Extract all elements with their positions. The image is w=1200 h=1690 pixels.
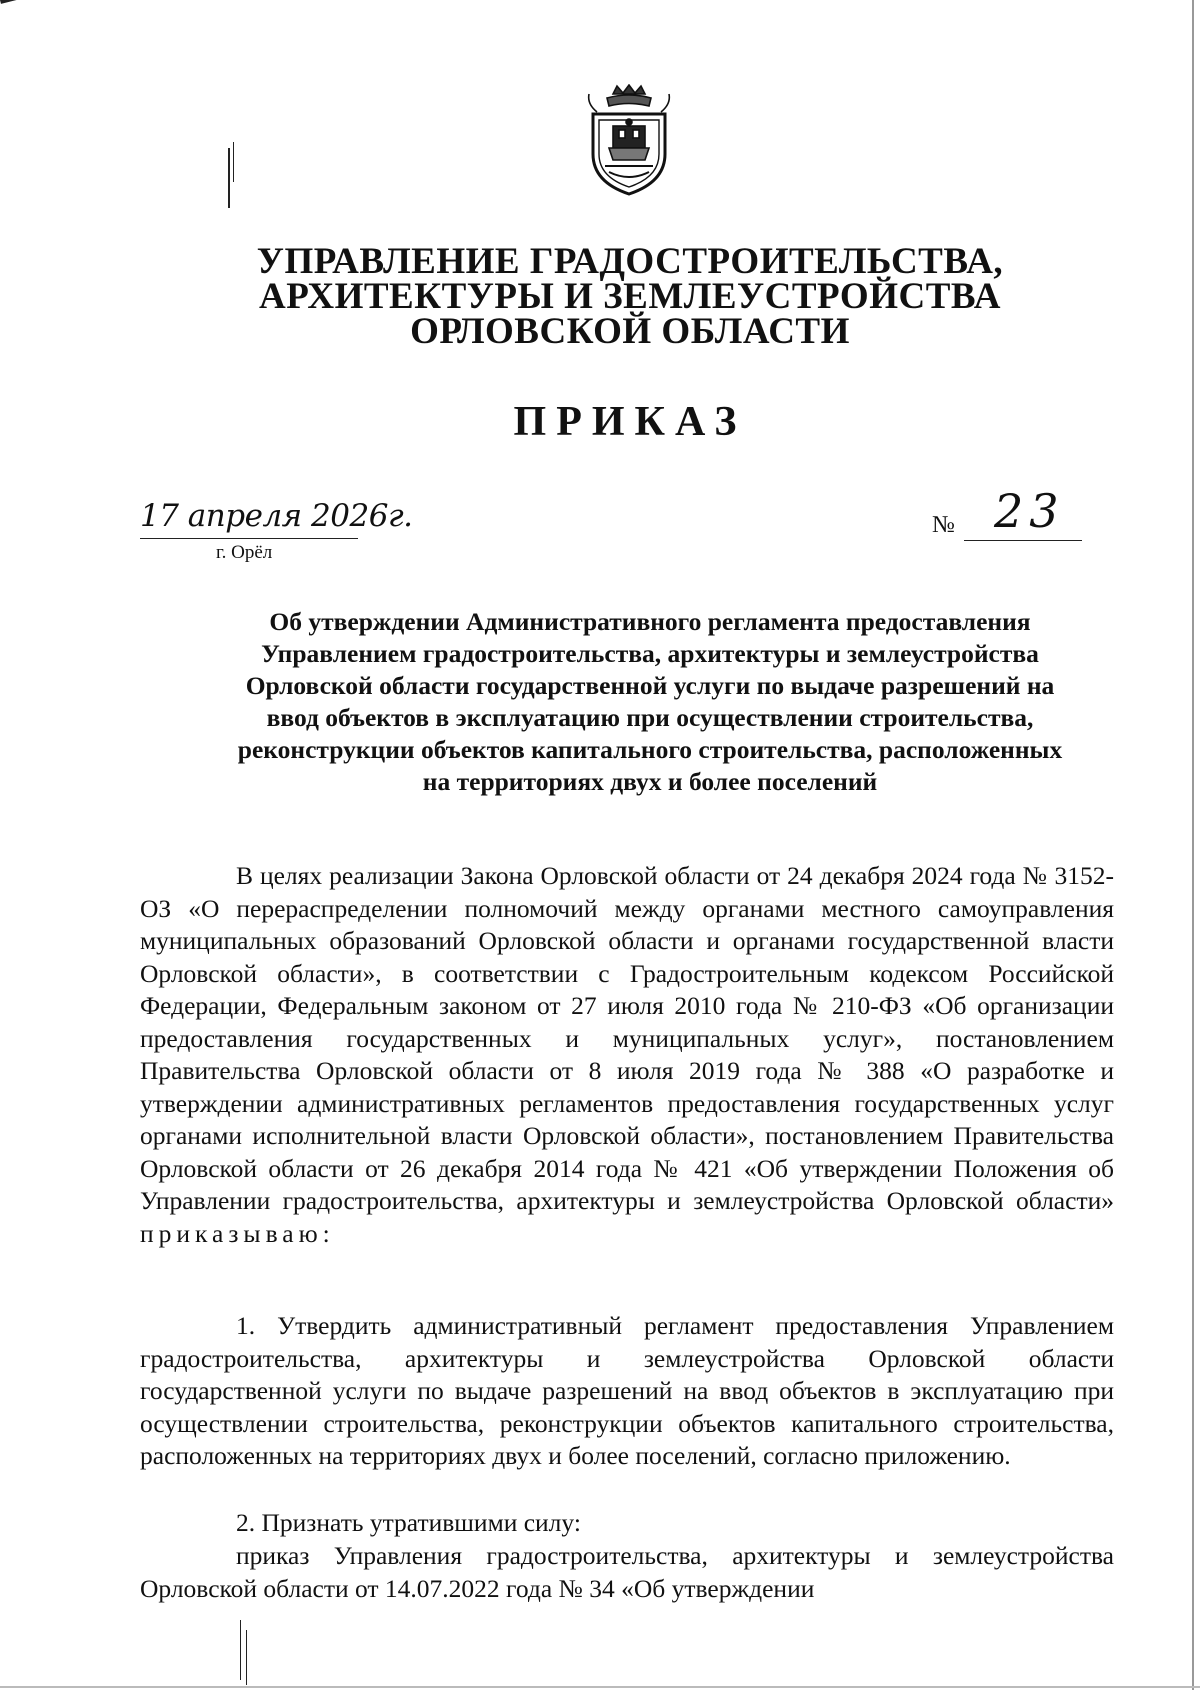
subject-line: реконструкции объектов капитального строительства, расположенных bbox=[237, 735, 1063, 764]
subject-line: Об утверждении Административного регламента предоставления bbox=[269, 607, 1031, 636]
scan-artifact bbox=[240, 1620, 241, 1680]
coat-of-arms-emblem bbox=[583, 84, 675, 196]
scan-artifact bbox=[228, 148, 230, 208]
order-subject bbox=[180, 606, 1120, 798]
subject-line: Орловской области государственной услуги по выдаче разрешений на bbox=[245, 671, 1055, 700]
department-line: АРХИТЕКТУРЫ И ЗЕМЛЕУСТРОЙСТВА bbox=[259, 276, 1001, 317]
subject-line: Управлением градостроительства, архитектуры и землеустройства bbox=[261, 639, 1039, 668]
number-underline bbox=[964, 540, 1082, 541]
handwritten-number: 23 bbox=[994, 484, 1065, 538]
item-2-sub-paragraph: приказ Управления градостроительства, архитектуры и землеустройства Орловской области от 14.07.2022 года № 34 «Об утверждении bbox=[140, 1541, 1114, 1603]
subject-line: ввод объектов в эксплуатацию при осуществлении строительства, bbox=[266, 703, 1034, 732]
scan-artifact bbox=[1192, 0, 1194, 1690]
order-word: приказываю: bbox=[140, 1218, 335, 1248]
order-number bbox=[932, 484, 1082, 544]
number-sign: № bbox=[932, 512, 955, 538]
date-underline bbox=[140, 538, 358, 539]
order-date bbox=[140, 498, 413, 539]
item-1-paragraph: 1. Утвердить административный регламент предоставления Управлением градостроительства, архитектуры и землеустройства Орловской области государственной услуги по выдаче разрешений на ввод объектов в эксплуатацию при осуществлении строительства, реконструкции объектов капитального строительства, расположенных на территориях двух и более поселений, согласно приложению. bbox=[140, 1311, 1114, 1470]
scan-artifact bbox=[233, 142, 234, 182]
scan-artifact bbox=[246, 1630, 247, 1685]
department-heading bbox=[180, 241, 1080, 352]
handwritten-date: 17 апреля 2026г. bbox=[140, 498, 413, 534]
item-2-heading: 2. Признать утратившими силу: bbox=[236, 1508, 581, 1537]
scan-artifact bbox=[0, 0, 36, 4]
preamble-text: В целях реализации Закона Орловской области от 24 декабря 2024 года № 3152-ОЗ «О перераспределении полномочий между органами местного самоуправления муниципальных образований Орловской области и органами государственной власти Орловской области», в соответствии с Градостроительным кодексом Российской Федерации, Федеральным законом от 27 июля 2010 года № 210-ФЗ «Об организации предоставления государственных и муниципальных услуг», постановлением Правительства Орловской области от 8 июля 2019 года № 388 «О разработке и утверждении административных регламентов предоставления государственных услуг органами исполнительной власти Орловской области», постановлением Правительства Орловской области от 26 декабря 2014 года № 421 «Об утверждении Положения об Управлении градостроительства, архитектуры и землеустройства Орловской области» bbox=[140, 861, 1114, 1215]
issue-city: г. Орёл bbox=[216, 542, 273, 563]
scan-artifact bbox=[0, 1686, 1200, 1688]
department-line: УПРАВЛЕНИЕ ГРАДОСТРОИТЕЛЬСТВА, bbox=[256, 241, 1004, 282]
subject-line: на территориях двух и более поселений bbox=[422, 767, 878, 796]
department-line: ОРЛОВСКОЙ ОБЛАСТИ bbox=[410, 311, 850, 352]
document-type-title: ПРИКАЗ bbox=[513, 399, 747, 445]
preamble-paragraph bbox=[140, 860, 1114, 1250]
